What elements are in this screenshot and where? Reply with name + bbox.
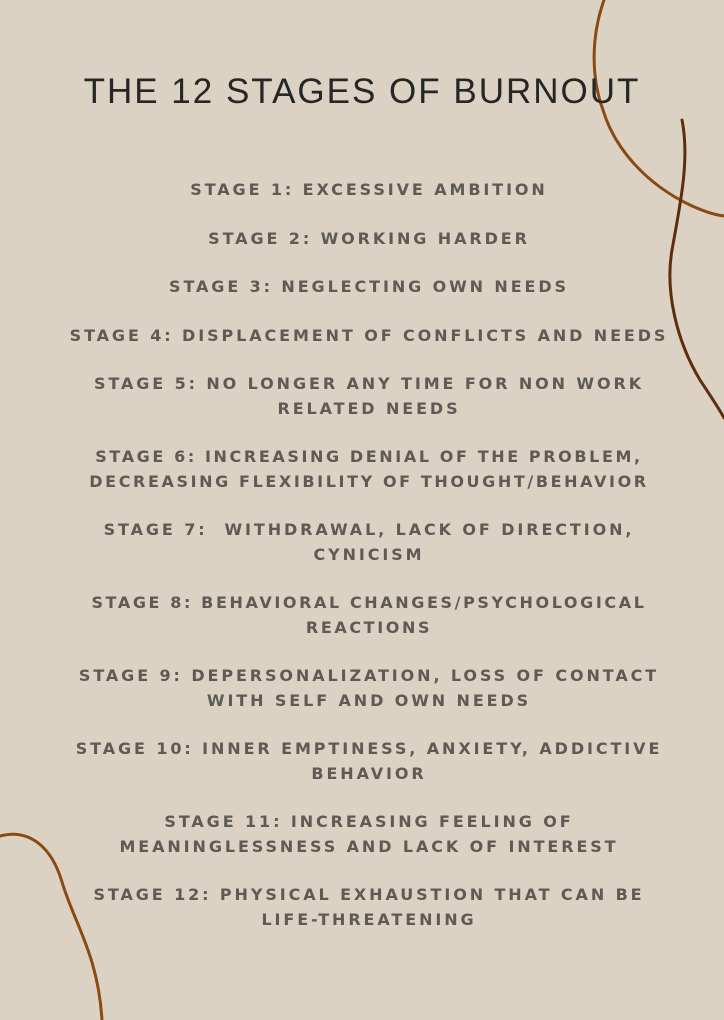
curved-line-top-right-secondary <box>670 120 724 418</box>
stage-12: STAGE 12: PHYSICAL EXHAUSTION THAT CAN BE LIFE-THREATENING <box>93 885 654 929</box>
stage-1: STAGE 1: EXCESSIVE AMBITION <box>190 180 548 199</box>
stages-list <box>60 178 678 956</box>
stage-3: STAGE 3: NEGLECTING OWN NEEDS <box>169 277 569 296</box>
stage-4: STAGE 4: DISPLACEMENT OF CONFLICTS AND NEEDS <box>69 325 669 345</box>
stage-11: STAGE 11: INCREASING FEELING OF MEANINGLESSNESS AND LACK OF INTEREST <box>119 812 619 856</box>
stage-7: STAGE 7: WITHDRAWAL, LACK OF DIRECTION, CYNICISM <box>103 520 643 564</box>
stage-5: STAGE 5: NO LONGER ANY TIME FOR NON WORK RELATED NEEDS <box>93 374 653 418</box>
stage-8: STAGE 8: BEHAVIORAL CHANGES/PSYCHOLOGICAL REACTIONS <box>91 593 655 637</box>
stage-2: STAGE 2: WORKING HARDER <box>208 228 530 248</box>
page-title: THE 12 STAGES OF BURNOUT <box>83 72 641 111</box>
stage-10: STAGE 10: INNER EMPTINESS, ANXIETY, ADDICTIVE BEHAVIOR <box>75 739 671 783</box>
stage-6: STAGE 6: INCREASING DENIAL OF THE PROBLEM, DECREASING FLEXIBILITY OF THOUGHT/BEHAVIOR <box>89 447 651 491</box>
stage-9: STAGE 9: DEPERSONALIZATION, LOSS OF CONTACT WITH SELF AND OWN NEEDS <box>78 666 668 710</box>
